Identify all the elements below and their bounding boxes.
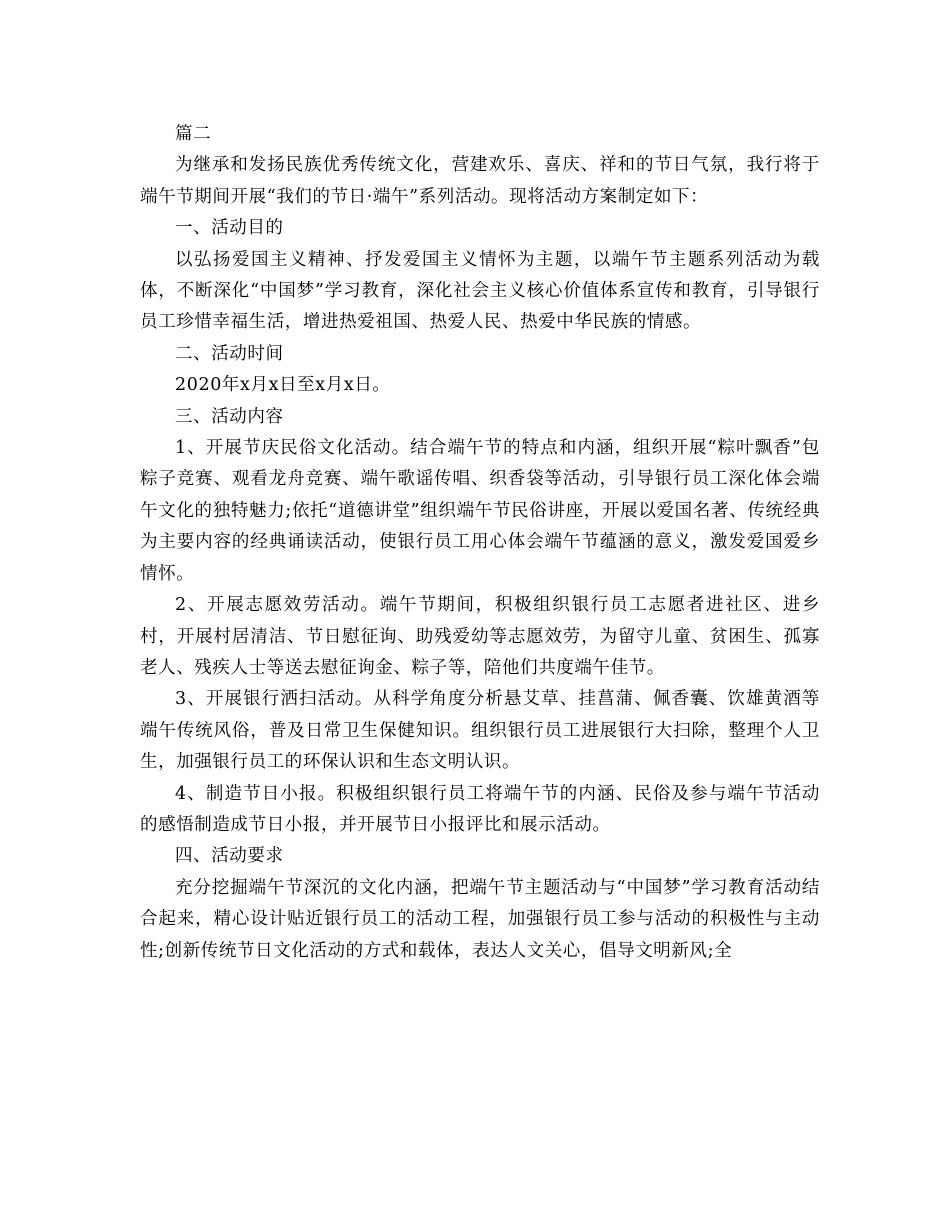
document-body <box>140 119 820 967</box>
heading-time: 二、活动时间 <box>175 343 284 364</box>
heading-purpose: 一、活动目的 <box>175 218 284 239</box>
content-item-3: 3、开展银行洒扫活动。从科学角度分析悬艾草、挂菖蒲、佩香囊、饮雄黄酒等端午传统风俗，普及日常卫生保健知识。组织银行员工进展银行大扫除，整理个人卫生，加强银行员工的环保认识和生态文明认识。 <box>140 689 820 773</box>
heading-requirements: 四、活动要求 <box>175 846 284 867</box>
section-label: 篇二 <box>175 124 212 144</box>
purpose-paragraph: 以弘扬爱国主义精神、抒发爱国主义情怀为主题，以端午节主题系列活动为载体，不断深化“中国梦”学习教育，深化社会主义核心价值体系宣传和教育，引导银行员工珍惜幸福生活，增进热爱祖国、热爱人民、热爱中华民族的情感。 <box>140 249 820 333</box>
heading-content: 三、活动内容 <box>175 406 284 427</box>
time-paragraph: 2020年x月x日至x月x日。 <box>175 375 391 396</box>
content-item-2: 2、开展志愿效劳活动。端午节期间，积极组织银行员工志愿者进社区、进乡村，开展村居清洁、节日慰征询、助残爱幼等志愿效劳，为留守儿童、贫困生、孤寡老人、残疾人士等送去慰征询金、粽子等，陪他们共度端午佳节。 <box>140 595 820 678</box>
content-item-1: 1、开展节庆民俗文化活动。结合端午节的特点和内涵，组织开展“粽叶飘香”包粽子竞赛、观看龙舟竞赛、端午歌谣传唱、织香袋等活动，引导银行员工深化体会端午文化的独特魅力;依托“道德讲堂”组织端午节民俗讲座，开展以爱国名著、传统经典为主要内容的经典诵读活动，使银行员工用心体会端午节蕴涵的意义，激发爱国爱乡情怀。 <box>140 438 820 584</box>
content-item-4: 4、制造节日小报。积极组织银行员工将端午节的内涵、民俗及参与端午节活动的感悟制造成节日小报，并开展节日小报评比和展示活动。 <box>140 783 820 835</box>
requirements-paragraph: 充分挖掘端午节深沉的文化内涵，把端午节主题活动与“中国梦”学习教育活动结合起来，精心设计贴近银行员工的活动工程，加强银行员工参与活动的积极性与主动性;创新传统节日文化活动的方式和载体，表达人文关心，倡导文明新风;全 <box>140 877 820 961</box>
intro-paragraph: 为继承和发扬民族优秀传统文化，营建欢乐、喜庆、祥和的节日气氛，我行将于端午节期间开展“我们的节日·端午”系列活动。现将活动方案制定如下： <box>140 155 820 207</box>
